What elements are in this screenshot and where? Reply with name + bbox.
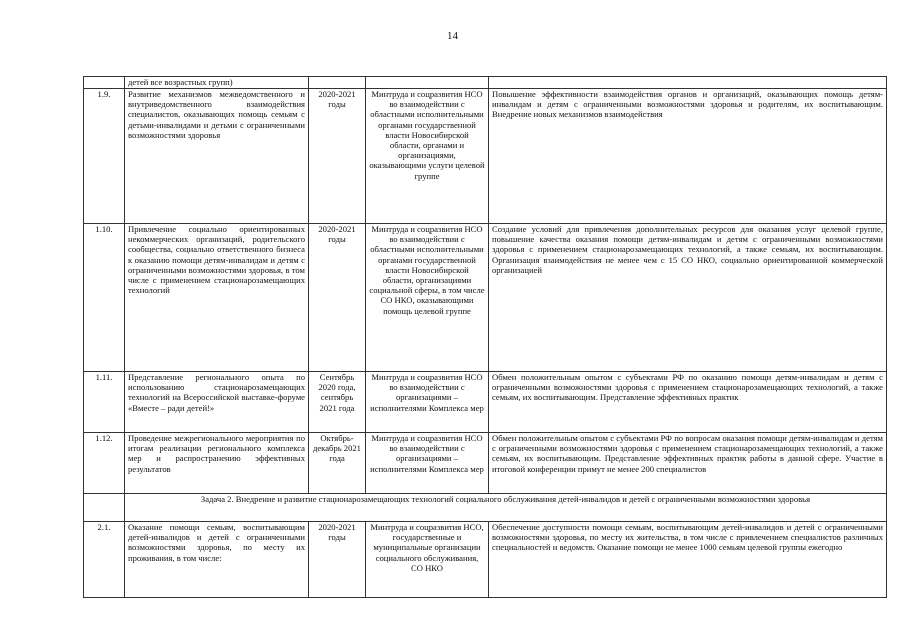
- cell-measure: Оказание помощи семьям, воспитывающим детей-инвалидов и детей с ограниченными возможностями здоровья, по месту их проживания, в том числе:: [125, 522, 309, 598]
- cell-result: [489, 77, 887, 89]
- cell-executor: Минтруда и соцразвития НСО во взаимодействии с организациями – исполнителями Комплекса мер: [366, 433, 489, 494]
- cell-result: Обмен положительным опытом с субъектами РФ по вопросам оказания помощи детям-инвалидам и детям с ограниченными возможностями здоровья с применением стационарозамещающих технологий, а также семьям, их воспитывающим. Представление эффективных практик работы в данной сфере. Участие в итоговой конференции примут не менее 200 специалистов: [489, 433, 887, 494]
- cell-measure: Привлечение социально ориентированных некоммерческих организаций, родительского сообщества, социально ответственного бизнеса к оказанию помощи детям-инвалидам и детям с ограниченными возможностями здоровья, в том числе с применением стационарозамещающих технологий: [125, 224, 309, 372]
- cell-result: Повышение эффективности взаимодействия органов и организаций, оказывающих помощь детям-инвалидам и детям с ограниченными возможностями здоровья и родителям, их воспитывающим. Внедрение новых механизмов взаимодействия: [489, 89, 887, 224]
- table-row: [84, 433, 887, 494]
- cell-result: Обмен положительным опытом с субъектами РФ по оказанию помощи детям-инвалидам и детям с ограниченными возможностями здоровья с применением стационарозамещающих технологий, а также семьям, их воспитывающим. Представление эффективных практик: [489, 372, 887, 433]
- cell-executor: Минтруда и соцразвития НСО во взаимодействии с областными исполнительными органами государственной власти Новосибирской области, органами и организациями, оказывающими услуги целевой группе: [366, 89, 489, 224]
- cell-measure: детей все возрастных групп): [125, 77, 309, 89]
- table-row: [84, 89, 887, 224]
- cell-period: [309, 77, 366, 89]
- cell-num: 1.10.: [84, 224, 125, 372]
- cell-period: 2020-2021 годы: [309, 224, 366, 372]
- cell-measure: Проведение межрегионального мероприятия по итогам реализации регионального комплекса мер и распространению эффективных результатов: [125, 433, 309, 494]
- cell-period: Сентябрь 2020 года, сентябрь 2021 года: [309, 372, 366, 433]
- cell-period: 2020-2021 годы: [309, 89, 366, 224]
- cell-num: [84, 494, 125, 522]
- cell-measure: Представление регионального опыта по использованию стационарозамещающих технологий на Всероссийской выставке-форуме «Вместе – ради детей!»: [125, 372, 309, 433]
- page-number: 14: [447, 30, 458, 42]
- cell-executor: Минтруда и соцразвития НСО во взаимодействии с областными исполнительными органами государственной власти Новосибирской области, организациями социальной сферы, в том числе СО НКО, оказывающими помощь целевой группе: [366, 224, 489, 372]
- cell-num: 1.12.: [84, 433, 125, 494]
- cell-num: 1.11.: [84, 372, 125, 433]
- cell-num: 2.1.: [84, 522, 125, 598]
- cell-period: Октябрь-декабрь 2021 года: [309, 433, 366, 494]
- table-row: [84, 494, 887, 522]
- cell-executor: [366, 77, 489, 89]
- cell-executor: Минтруда и соцразвития НСО, государственные и муниципальные организации социального обслуживания, СО НКО: [366, 522, 489, 598]
- table-row: [84, 522, 887, 598]
- table-row: [84, 224, 887, 372]
- table-row: [84, 77, 887, 89]
- task-heading: Задача 2. Внедрение и развитие стационарозамещающих технологий социального обслуживания детей-инвалидов и детей с ограниченными возможностями здоровья: [125, 494, 887, 522]
- cell-result: Создание условий для привлечения дополнительных ресурсов для оказания услуг целевой группе, повышение качества оказания помощи детям-инвалидам и детям с ограниченными возможностями здоровья с применением стационарозамещающих технологий, а также семьям, их воспитывающим. Организация взаимодействия не менее чем с 15 СО НКО, социально ориентированной коммерческой организацией: [489, 224, 887, 372]
- cell-num: [84, 77, 125, 89]
- table-row: [84, 372, 887, 433]
- measures-table: [83, 76, 887, 598]
- cell-num: 1.9.: [84, 89, 125, 224]
- cell-period: 2020-2021 годы: [309, 522, 366, 598]
- cell-result: Обеспечение доступности помощи семьям, воспитывающим детей-инвалидов и детей с ограниченными возможностями здоровья, по месту их жительства, в том числе с привлечением специалистов различных специальностей и ведомств. Оказание помощи не менее 1000 семьям целевой группы ежегодно: [489, 522, 887, 598]
- cell-executor: Минтруда и соцразвития НСО во взаимодействии с организациями – исполнителями Комплекса мер: [366, 372, 489, 433]
- cell-measure: Развитие механизмов межведомственного и внутриведомственного взаимодействия специалистов, оказывающих помощь семьям с детьми-инвалидами и детьми с ограниченными возможностями здоровья: [125, 89, 309, 224]
